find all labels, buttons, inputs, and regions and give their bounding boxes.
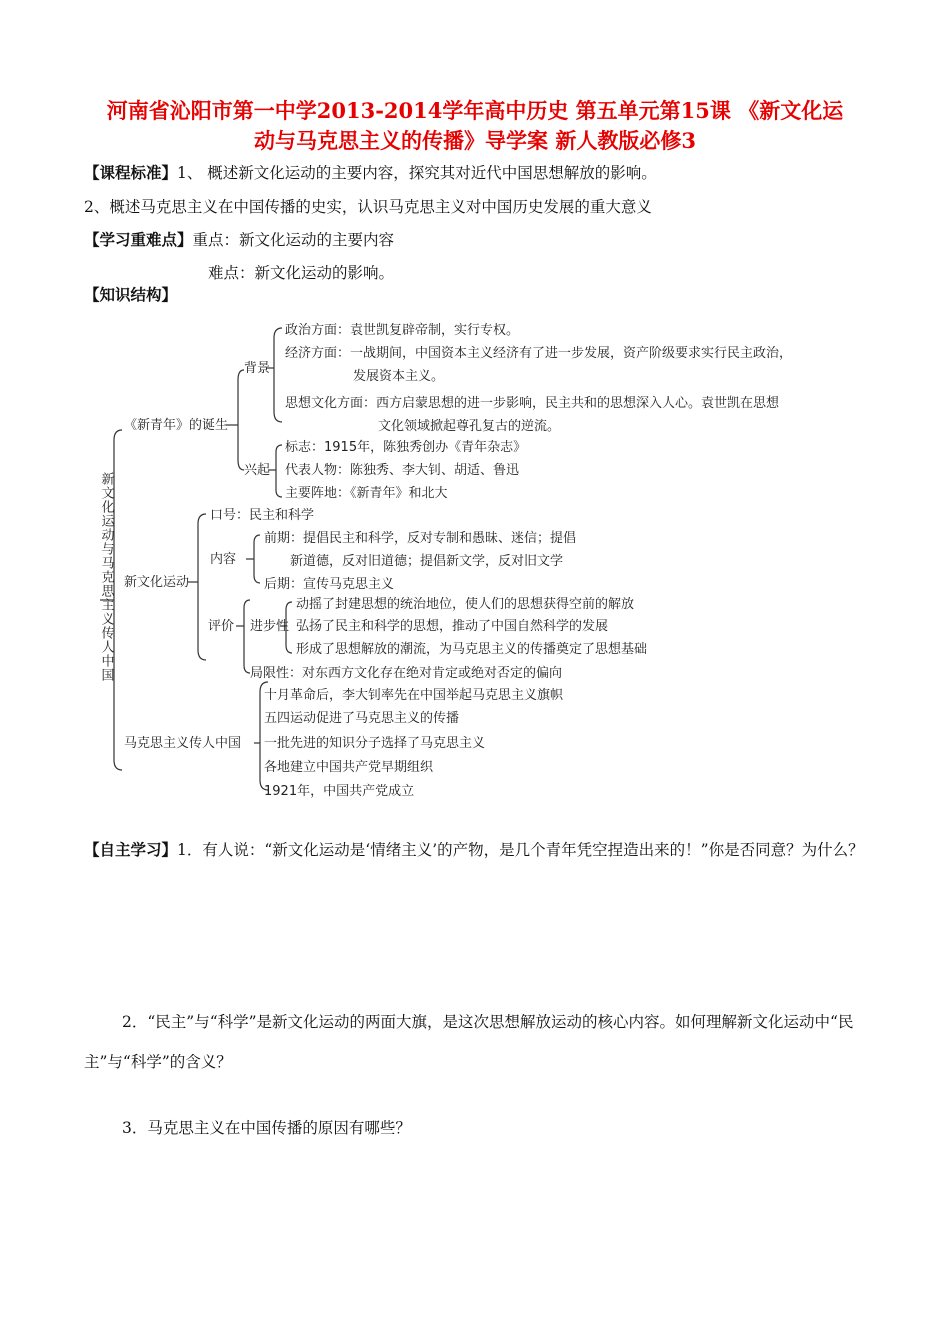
diagram-b1: 《新青年》的诞生 [124, 418, 229, 433]
diagram-b1-bg-1: 政治方面：袁世凯复辟帝制，实行专权。 [285, 323, 520, 338]
document-title [60, 96, 890, 156]
diagram-b3-5: 1921年，中国共产党成立 [264, 784, 415, 799]
diagram-b2-eval-limit: 局限性：对东西方文化存在绝对肯定或绝对否定的偏向 [250, 666, 563, 681]
diagram-b2-eval-p1: 动摇了封建思想的统治地位，使人们的思想获得空前的解放 [296, 597, 635, 612]
standards-line-1 [84, 162, 657, 184]
key-points-label: 【学习重难点】 [84, 230, 193, 249]
key-point-difficult: 难点：新文化运动的影响。 [208, 264, 395, 282]
diagram-b2-eval-progress: 进步性 [250, 619, 290, 634]
diagram-b1-rise-2: 代表人物：陈独秀、李大钊、胡适、鲁迅 [285, 463, 520, 478]
key-point-important: 重点：新文化运动的主要内容 [192, 231, 395, 249]
self-study-label: 【自主学习】 [84, 840, 178, 859]
diagram-b2-content-1a: 前期：提倡民主和科学，反对专制和愚昧、迷信；提倡 [264, 531, 577, 546]
standards-item-2: 2、概述马克思主义在中国传播的史实，认识马克思主义对中国历史发展的重大意义 [84, 198, 652, 216]
diagram-b1-bg-2a: 经济方面：一战期间，中国资本主义经济有了进一步发展，资产阶级要求实行民主政治， [285, 346, 793, 361]
diagram-b1-rise: 兴起 [244, 463, 271, 478]
diagram-b3-2: 五四运动促进了马克思主义的传播 [264, 711, 460, 726]
diagram-b1-background: 背景 [244, 361, 271, 376]
diagram-b1-rise-1: 标志：1915年，陈独秀创办《青年杂志》 [285, 440, 527, 455]
diagram-root: 新文化运动与马克思主义传人中国 [98, 472, 114, 682]
diagram-b2-content-2: 后期：宣传马克思主义 [264, 577, 395, 592]
self-study-q1 [84, 830, 864, 870]
key-points-line [84, 229, 394, 251]
diagram-b2-content-1b: 新道德，反对旧道德；提倡新文学，反对旧文学 [290, 554, 564, 569]
diagram-b3-4: 各地建立中国共产党早期组织 [264, 760, 434, 775]
diagram-b3-1: 十月革命后，李大钊率先在中国举起马克思主义旗帜 [264, 688, 564, 703]
diagram-b1-bg-2b: 发展资本主义。 [353, 369, 445, 384]
diagram-b1-bg-3b: 文化领域掀起尊孔复古的逆流。 [378, 419, 561, 434]
diagram-b2-eval-p2: 弘扬了民主和科学的思想，推动了中国自然科学的发展 [296, 619, 609, 634]
diagram-b2: 新文化运动 [124, 575, 190, 590]
title-line-1: 河南省沁阳市第一中学2013-2014学年高中历史 第五单元第15课 《新文化运 [106, 98, 844, 123]
diagram-b2-eval-p3: 形成了思想解放的潮流，为马克思主义的传播奠定了思想基础 [296, 642, 648, 657]
diagram-b1-rise-3: 主要阵地：《新青年》和北大 [285, 486, 448, 501]
diagram-b2-slogan: 口号：民主和科学 [210, 508, 315, 523]
diagram-b2-content: 内容 [210, 552, 237, 567]
title-line-2: 动与马克思主义的传播》导学案 新人教版必修3 [254, 128, 696, 153]
diagram-b1-bg-3a: 思想文化方面：西方启蒙思想的进一步影响，民主共和的思想深入人心。袁世凯在思想 [285, 396, 780, 411]
structure-label: 【知识结构】 [84, 285, 178, 304]
diagram-b2-eval: 评价 [208, 619, 235, 634]
self-study-q3: 3．马克思主义在中国传播的原因有哪些？ [122, 1119, 411, 1137]
knowledge-structure-diagram [0, 300, 950, 820]
self-study-q1-text: 1．有人说：“新文化运动是‘情绪主义’的产物，是几个青年凭空捏造出来的！”你是否同意？为什么？ [177, 841, 864, 859]
diagram-b3-3: 一批先进的知识分子选择了马克思主义 [264, 736, 486, 751]
standards-item-1: 1、 概述新文化运动的主要内容，探究其对近代中国思想解放的影响。 [177, 164, 657, 182]
diagram-b3: 马克思主义传人中国 [124, 736, 242, 751]
standards-label: 【课程标准】 [84, 163, 178, 182]
self-study-q2: 2．“民主”与“科学”是新文化运动的两面大旗，是这次思想解放运动的核心内容。如何理解新文化运动中“民主”与“科学”的含义？ [84, 1013, 854, 1071]
